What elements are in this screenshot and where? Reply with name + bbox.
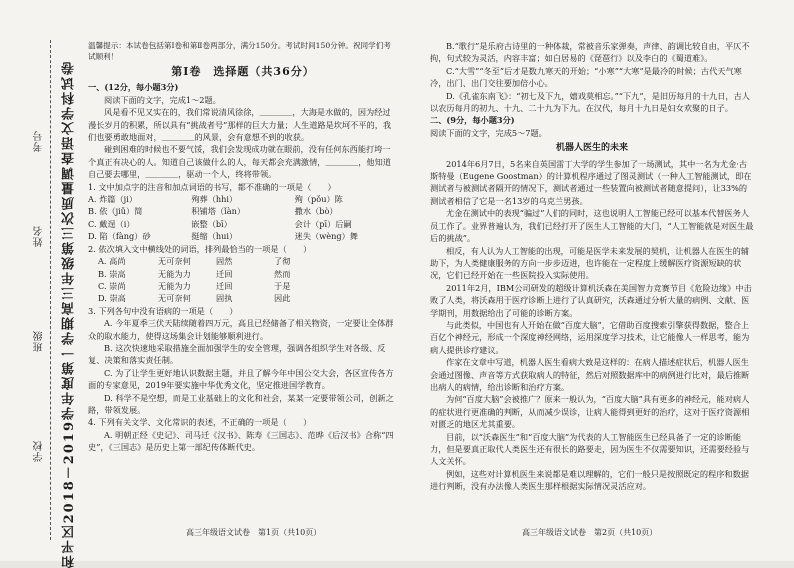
q1-instruction: 阅读下面的文字，完成1～2题。 (104, 94, 221, 105)
option-row: C. 戴逞（i） 嵌整（bī） 会计（pī）后嗣 (88, 218, 352, 229)
article-title: 机器人医生的未来 (555, 143, 628, 154)
q3-option-d: D. 科学不是空想，而是工业基础上的文化和社会，某某一定要带领公司，创新之路，带领发展。 (88, 392, 394, 415)
article-paragraph: 与此类似，中国也有人开始在做“百度大脑”，它借助百度搜索引擎获得数据，整合上百亿个神经元，形成一个深度神经网络，运用深度学习技术，让它能像人一样思考，能为病人提供诊疗建议。 (430, 319, 750, 355)
binding-margin (0, 0, 78, 568)
article-paragraph: 例如，这些对计算机医生来说都是难以理解的，它们一般只是按照既定的程序和数据进行判断，没有办法像人类医生那样根据实际情况灵活应对。 (430, 468, 749, 492)
left-column (88, 40, 398, 454)
page-footer-2: 高三年级语文试卷 第2页（共10页） (522, 528, 658, 537)
passage-1: 风是看不见又实在的，我们常说清风徐徐，＿＿＿＿，大海是水做的，因为经过漫长岁月的积累，所以具有“挑战者号”那样的巨大力量；人生道路是坎坷不平的，我们也要勇敢地面对，＿＿＿＿的风景，会有意想不到的收获。 (88, 107, 392, 143)
section-2-instruction: 阅读下面的文字，完成5～7题。 (430, 127, 547, 138)
class-label: 班级 (34, 330, 45, 352)
article-paragraph: 作家在文章中写道，机器人医生看病大致是这样的：在病人描述症状后，机器人医生会通过图像、声音等方式获取病人的特征，然后对照数据库中的病例进行比对，最后推断出病人的病情，给出诊断和治疗方案。 (430, 357, 750, 392)
q4-option-d: D.《孔雀东南飞》：“初七及下九，嬉戏莫相忘。”“下九”，是旧历每月的十九日，古人以农历每月的初九、十九、二十九为下九。在汉代，每月十九日是妇女欢聚的日子。 (430, 90, 750, 114)
section-title: 第Ⅰ卷 选择题（共36分） (171, 65, 315, 78)
q1-options (88, 193, 398, 243)
right-column (430, 40, 754, 493)
article-paragraph: 相反，有人认为人工智能的出现，可能是医学未来发展的契机，让机器人在医生的辅助下，为人类健康服务的方向一步步迈进，也许能在一定程度上缓解医疗资源短缺的状况，它们已经开始在一些医院投入实际使用。 (430, 245, 749, 281)
option-row: D. 陷（fàng）砂 挺缩（hui） 迷失（wèng）舞 (88, 231, 358, 242)
question-1: 1. 文中加点字的注音和加点词语的书写，都不准确的一项是（ ） (88, 181, 336, 192)
option-row: A. 高尚 无可奈何 固然 了彻 (98, 256, 291, 267)
notice: 温馨提示：本试卷包括第Ⅰ卷和第Ⅱ卷两部分，满分150分。考试时间150分钟。祝同学们考试顺利！ (88, 41, 391, 61)
article-paragraph: 2014年6月7日，5名来自英国雷丁大学的学生参加了一场测试，其中一名为尤金·古斯特曼（Eugene Goostman）的计算机程序通过了图灵测试（一种人工智能测试，即在测试者与被测试者隔开的情况下，测试者通过一些装置向被测试者随意提问），让33%的测试者相信了它是一名13岁的乌克兰男孩。 (430, 158, 752, 206)
q3-option-b: B. 这次快速地采取措施全面加强学生的安全管理，强调各组织学生对各级、反复、决策和落实责任制。 (88, 342, 386, 366)
question-2: 2. 依次填入文中横线处的词语，排列最恰当的一项是（ ） (88, 243, 312, 254)
q1-head: 一、(12分，每小题3分) (88, 82, 179, 93)
option-row: A. 炸篇（ji） 殉葬（hhi） 殉（pǒu）陈 (88, 194, 343, 205)
q2-options (88, 255, 398, 305)
q3-option-c: C. 为了让学生更好地认识数据主题，并且了解今年中国公交大会，各区宣传各方面的专家意见，2019年要实施中华优秀文化，坚定推进国学教育。 (88, 367, 394, 391)
question-4: 4. 下列有关文学、文化常识的表述，不正确的一项是（ ） (88, 417, 312, 428)
number-label: 考号 (34, 130, 45, 152)
option-row: C. 崇尚 无能为力 迁回 于是 (98, 280, 291, 291)
page-footer-1: 高三年级语文试卷 第1页（共10页） (186, 528, 322, 537)
option-row: D. 崇高 无可奈何 固执 因此 (98, 293, 291, 304)
q4-option-b: B.“歌行”是乐府古诗里的一种体裁，常被音乐家弹奏，声律、韵调比较自由，平仄不拘，句式较为灵活，内容丰富；如白居易的《琵琶行》以及李白的《蜀道难》。 (430, 41, 750, 64)
name-label: 姓名 (34, 225, 45, 247)
article-paragraph: 尤金在测试中的表现“骗过”人们的同时，这也说明人工智能已经可以基本代替医务人员工作了。业界普遍认为，我们已经打开了医生人工智能的大门，“人工智能就是对医生最后的挑战”。 (430, 208, 754, 244)
article-paragraph: 目前，以“沃森医生”和“百度大脑”为代表的人工智能医生已经具备了一定的诊断能力，但是要真正取代人类医生还有很长的路要走，因为医生不仅需要知识，还需要经验与人文关怀。 (430, 431, 750, 467)
section-2-head: 二、(9分，每小题3分) (430, 115, 515, 126)
q4-option-c: C.“大雪”“冬至”后才是数九寒天的开始；“小寒”“大寒”是最冷的时候；古代天气寒冷，出门、出门交往要加倍小心。 (430, 65, 742, 89)
option-row: B. 依（jiǔ）简 积铺塔（ǐàn） 撒水（bò） (88, 206, 338, 217)
school-label: 学校 (34, 440, 45, 462)
article-paragraph: 为何“百度大脑”会被推广？原来一般认为，“百度大脑”具有更多的神经元，能对病人的症状进行更准确的判断，从而减少误诊，让病人能得到更好的治疗，这对于医疗资源相对匮乏的地区尤其重要。 (430, 394, 750, 430)
option-row: B. 崇高 无能为力 迁回 然而 (98, 268, 291, 279)
binding-line (50, 40, 51, 540)
article-paragraph: 2011年2月，IBM公司研发的超级计算机沃森在美国智力竞赛节目《危险边缘》中击败了人类，将沃森用于医疗诊断上进行了认真研究，沃森通过分析大量的病例、文献、医学期刊，用数据给出了可能的诊断方案。 (430, 282, 752, 318)
q3-option-a: A. 今年夏季三伏天陆续随着四万元，高且已经储备了相关物资，一定要让全体群众的取水能力，使得这场集会计划能够顺利进行。 (88, 318, 394, 341)
passage-2: 碰到困难的时候也不要气馁，我们会发现成功就在眼前，没有任何东西能打垮一个真正有决心的人。知道自己该做什么的人，每天都会充满激情，＿＿＿＿，他知道自己要去哪里，＿＿＿＿，驱动一个人，终将带领。 (88, 144, 391, 180)
question-3: 3. 下列各句中没有语病的一项是（ ） (88, 305, 238, 316)
q4-option-a: A. 明朝正经《史记》、司马迁《汉书》、陈寿《三国志》、范晔《后汉书》合称“四史”，《三国志》是历史上第一部纪传体断代史。 (88, 429, 394, 453)
exam-title-vertical: 和平区2018－2019学年度第一学期高三年级第三次质量调查语文学科试卷 (62, 60, 77, 568)
